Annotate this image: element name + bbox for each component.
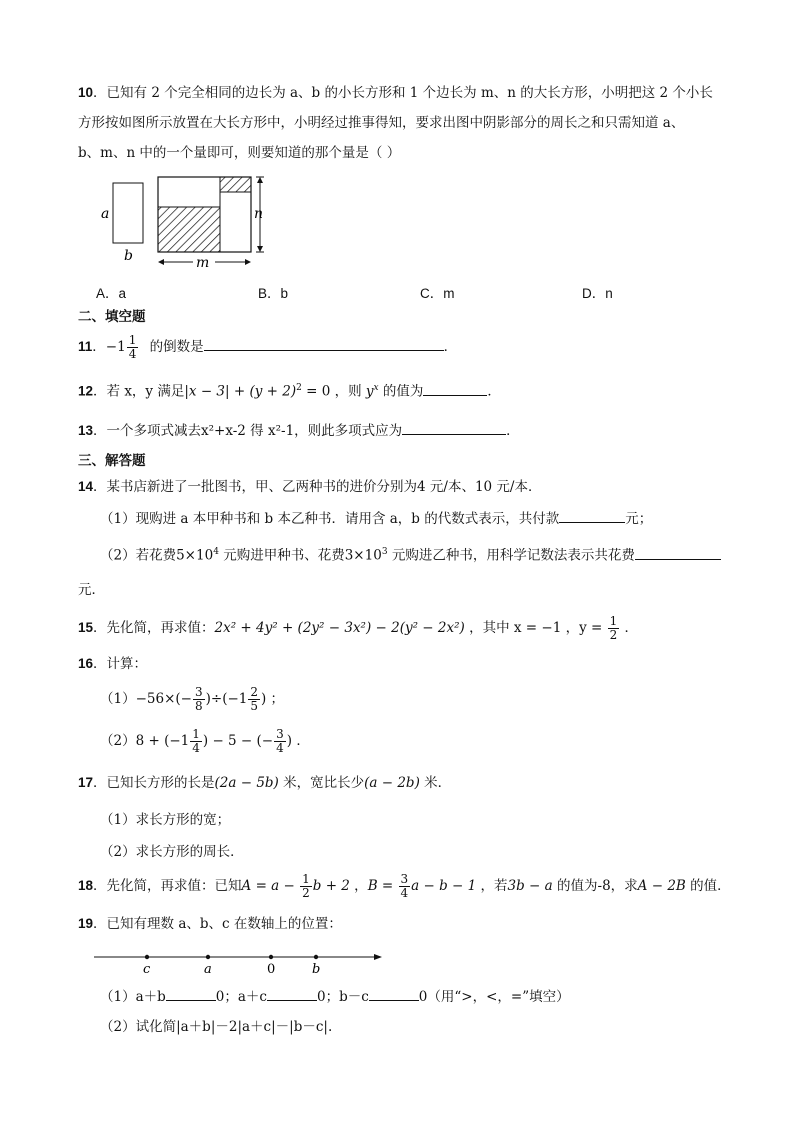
q10-line1: 10．已知有 2 个完全相同的边长为 a、b 的小长方形和 1 个边长为 m、n 的大长方形，小明把这 2 个小长	[78, 85, 713, 101]
answer-blank	[166, 986, 216, 1001]
section-heading-answer: 三、解答题	[78, 453, 146, 468]
section-heading-fill-blank: 二、填空题	[78, 309, 146, 324]
q17-part2: （2）求长方形的周长．	[100, 844, 244, 860]
label-a: a	[101, 206, 110, 222]
fraction: $\frac{1}{2}$	[609, 614, 618, 642]
q19: 19．已知有理数 a、b、c 在数轴上的位置：	[78, 916, 342, 932]
point-c: c	[143, 962, 151, 976]
option-a: A．a	[96, 286, 127, 301]
answer-blank	[635, 545, 721, 560]
question-number: 10	[78, 85, 94, 100]
q14-part2: （2）若花费$5\times 10^4$ 元购进甲种书、花费$3\times 10^3$ 元购进乙种书，用科学记数法表示共花费	[100, 542, 721, 566]
q13: 13．一个多项式减去x²+x-2 得 x²-1，则此多项式应为 ．	[78, 420, 520, 441]
answer-blank	[204, 336, 444, 351]
answer-blank	[267, 986, 317, 1001]
point-b: b	[312, 962, 321, 976]
label-n: n	[254, 206, 264, 222]
q17-part1: （1）求长方形的宽；	[100, 812, 231, 828]
q18: 18．先化简，再求值：已知A = a − $\frac{1}{2}$ b + 2 ，B = $\frac{3}{4}$ a − b − 1 ，若3b − a 的值为-8，求A − 2B 的值．	[78, 872, 731, 900]
option-d: D．n	[582, 286, 613, 301]
q11: 11．−1 $\frac{1}{4}$ 的倒数是 ．	[78, 333, 458, 361]
small-rectangle	[113, 183, 143, 243]
shaded-region-2	[220, 177, 251, 192]
q14-part1: （1）现购进 a 本甲种书和 b 本乙种书．请用含 a，b 的代数式表示，共付款 元；	[100, 508, 652, 529]
q16-part1: （1）−56×(− $\frac{3}{8}$ )÷(−1 $\frac{2}{5}$ ) ；	[100, 685, 285, 713]
option-b: B．b	[258, 286, 289, 301]
option-c: C．m	[420, 286, 455, 301]
q15: 15．先化简，再求值：2x² + 4y² + (2y² − 3x²) − 2(y² − 2x²) ，其中 x = −1 ，y = $\frac{1}{2}$ ．	[78, 614, 639, 642]
q16: 16．计算：	[78, 656, 148, 672]
shaded-region-1	[158, 207, 220, 252]
point-a: a	[204, 962, 212, 976]
q10-line2: 方形按如图所示放置在大长方形中，小明经过推事得知，要求出图中阴影部分的周长之和只需知道 a、	[78, 115, 685, 131]
label-b: b	[124, 248, 133, 264]
q10-figure	[96, 170, 296, 270]
label-m: m	[196, 255, 210, 270]
q19-part1: （1）a＋b 0；a＋c 0；b－c 0（用“>，<，=”填空）	[100, 986, 570, 1007]
q14-unit: 元．	[78, 582, 105, 598]
q10-line3: b、m、n 中的一个量即可，则要知道的那个量是（ ）	[78, 145, 401, 161]
number-line	[90, 946, 390, 976]
answer-blank	[559, 508, 625, 523]
fraction: $\frac{1}{4}$	[128, 333, 137, 361]
answer-blank	[402, 420, 506, 435]
q17: 17．已知长方形的长是(2a − 5b) 米，宽比长少(a − 2b) 米．	[78, 775, 452, 791]
answer-blank	[423, 381, 487, 396]
q16-part2: （2）8 + (−1 $\frac{1}{4}$ ) − 5 − (− $\frac{3}{4}$ ) ．	[100, 727, 310, 755]
answer-blank	[369, 986, 419, 1001]
q14: 14．某书店新进了一批图书，甲、乙两种书的进价分别为4 元/本、10 元/本．	[78, 479, 542, 495]
q12: 12．若 x，y 满足$|x - 3| + (y + 2)^2 = 0$ ，则 $y^x$ 的值为 ．	[78, 378, 501, 402]
q19-part2: （2）试化简|a＋b|－2|a＋c|－|b－c|.	[100, 1019, 333, 1035]
point-zero: 0	[267, 962, 276, 976]
